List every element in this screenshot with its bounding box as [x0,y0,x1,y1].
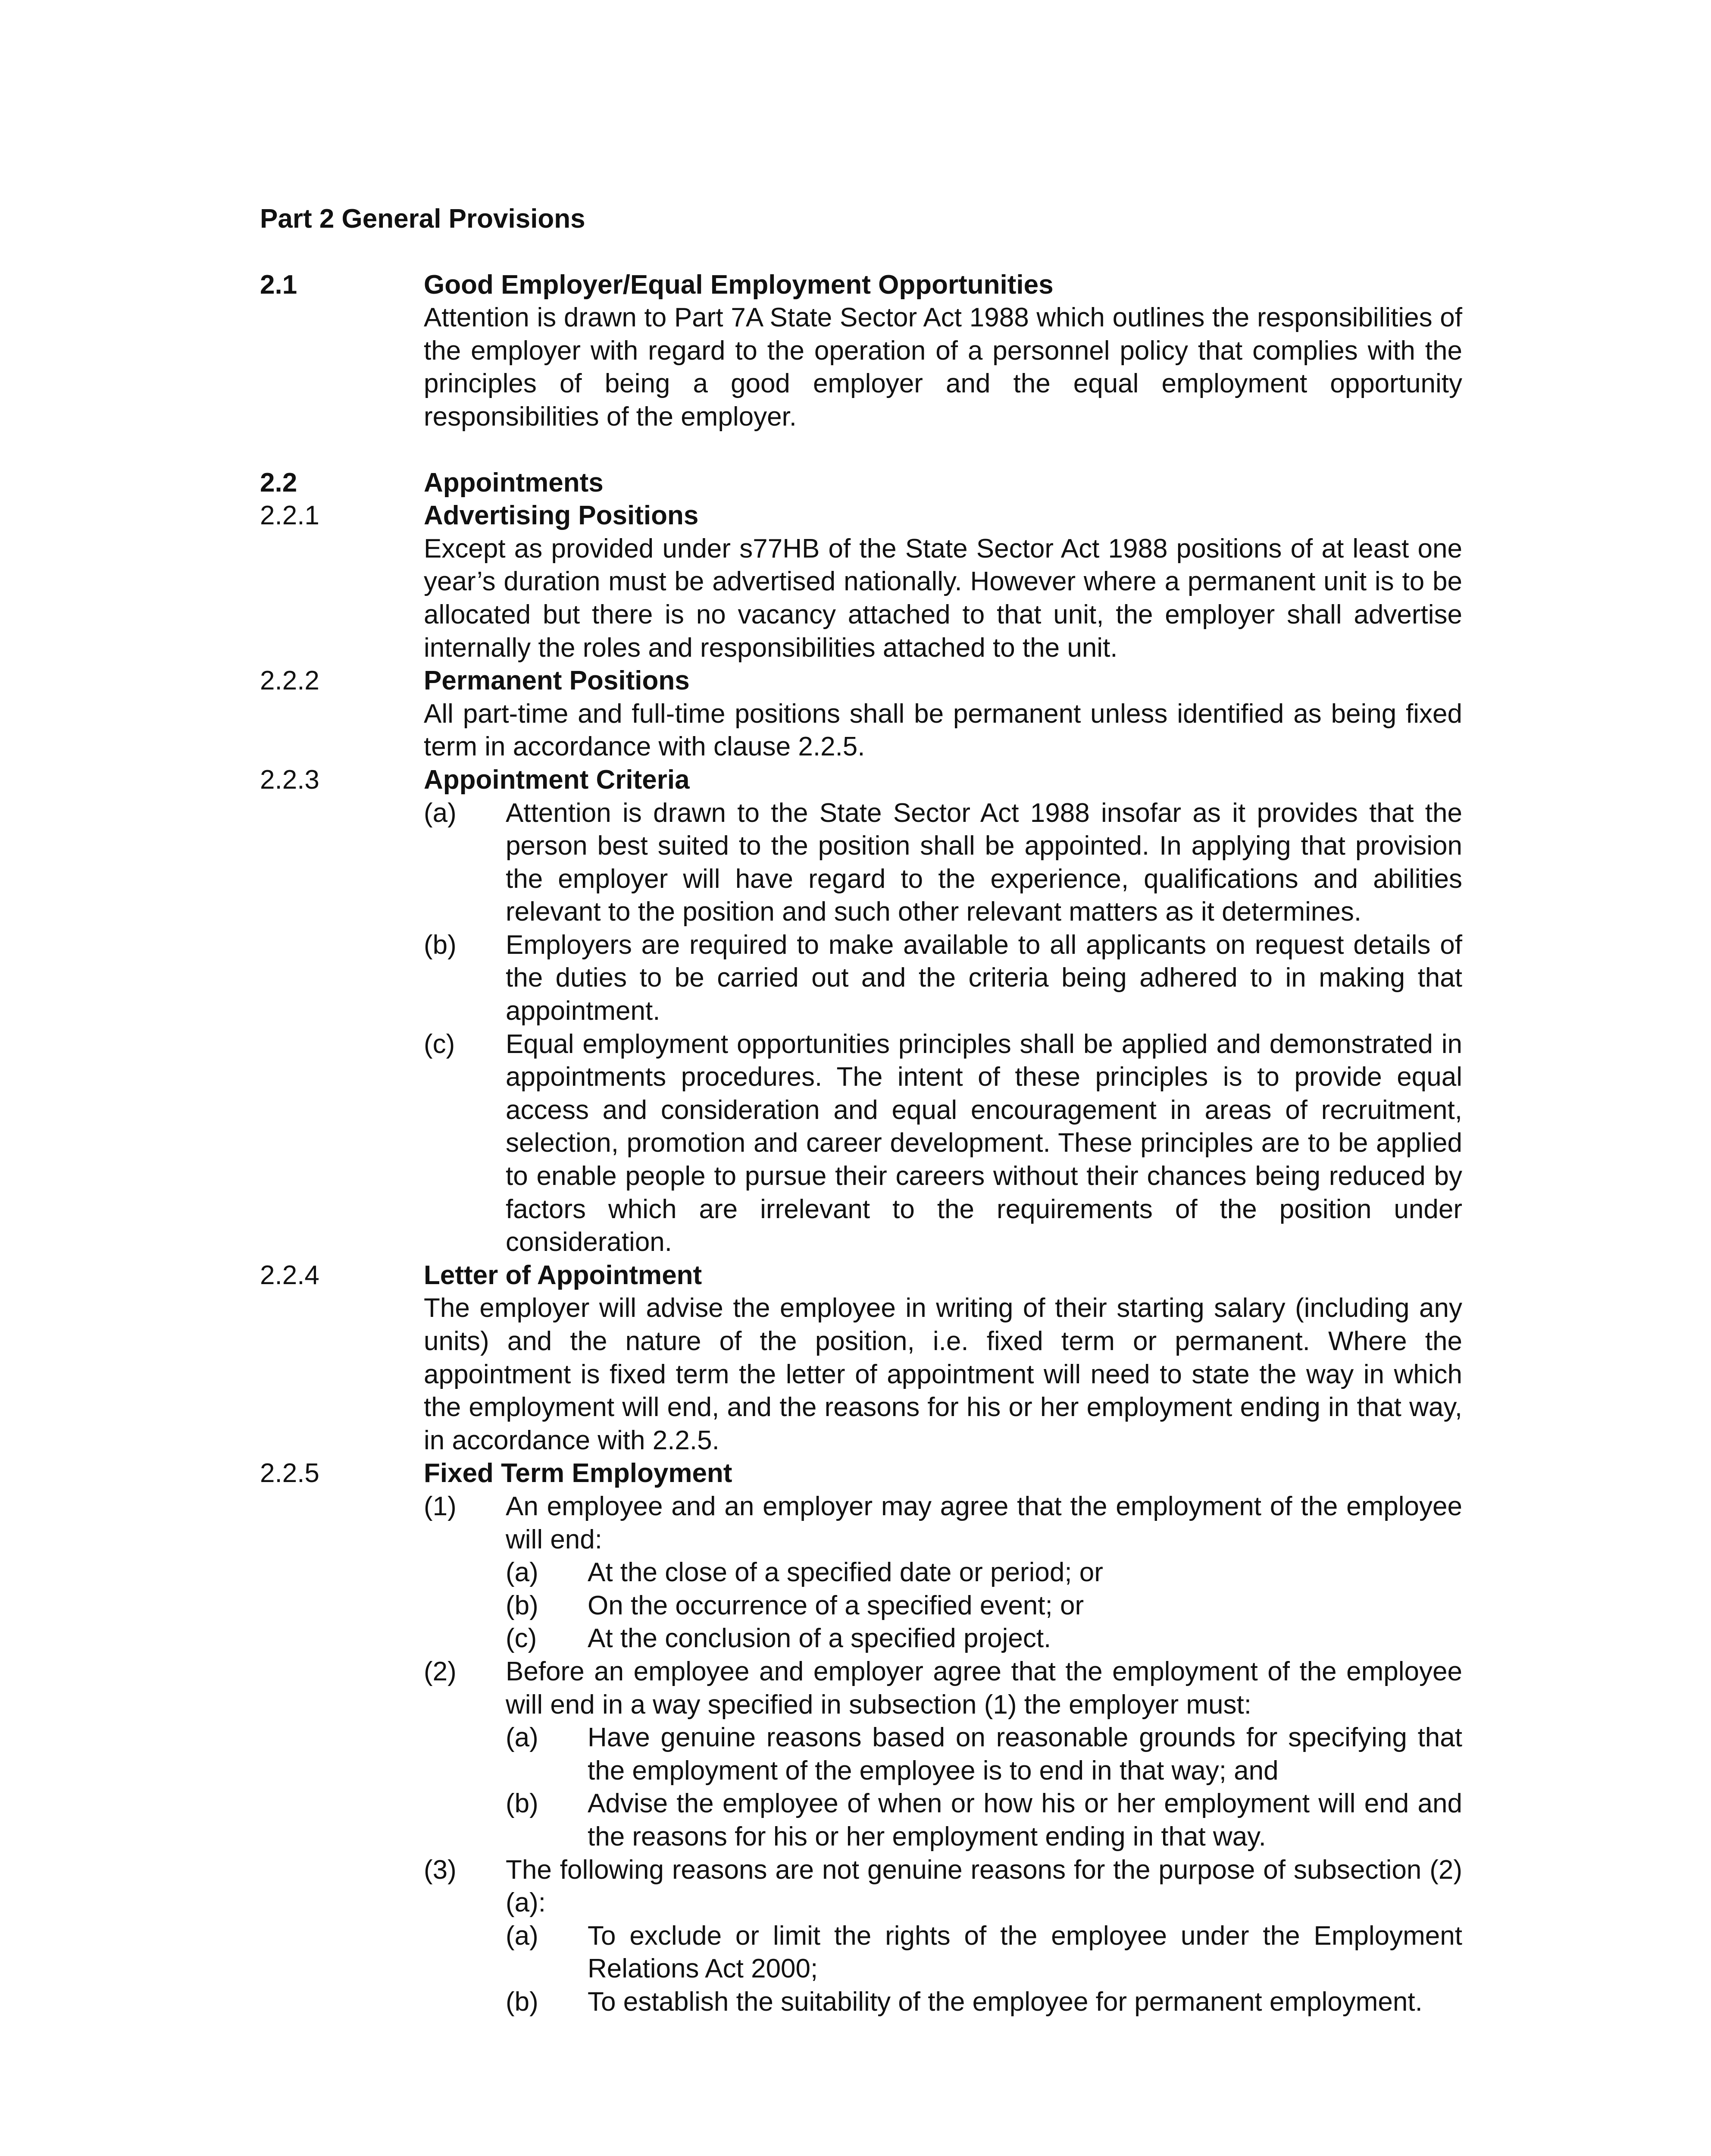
sub-list-item [506,1589,1462,1623]
section-2-2 [260,467,1462,500]
sub-list-item [506,1721,1462,1787]
sub-list-item-text: At the close of a specified date or period; or [588,1557,1103,1588]
list-item-text: The following reasons are not genuine reasons for the purpose of subsection (2)(a): [506,1855,1462,1918]
section-body [424,467,1462,500]
sub-list-item-label: (b) [506,1789,538,1819]
sub-list-item-label: (c) [506,1623,537,1654]
section-number: 2.2.3 [260,765,319,795]
list-item-text: An employee and an employer may agree that the employment of the employee will end: [506,1491,1462,1554]
sub-list-item [506,1920,1462,1986]
section-2-2-4 [260,1259,1462,1457]
section-number: 2.2.2 [260,666,319,696]
section-heading: Appointment Criteria [424,765,690,795]
section-2-2-2 [260,664,1462,764]
part-title: Part 2 General Provisions [260,204,585,234]
section-heading: Good Employer/Equal Employment Opportunities [424,270,1054,300]
section-number: 2.2.1 [260,501,319,531]
list-item [424,1490,1462,1655]
sub-list-item-label: (b) [506,1987,538,2017]
list-item [424,929,1462,1028]
list-item-text: Attention is drawn to the State Sector Act 1988 insofar as it provides that the person best suited to the position shall be appointed. In applying that provision the employer will have regard to the experience, qualifications and abilities relevant to the position and such other relevant matters as it determines. [506,798,1462,927]
list-item-label: (c) [424,1029,455,1059]
section-heading: Advertising Positions [424,501,699,531]
section-number: 2.2.4 [260,1260,319,1290]
sub-list-item-text: To exclude or limit the rights of the employee under the Employment Relations Act 2000; [588,1921,1462,1984]
list-item-label: (b) [424,930,457,960]
section-2-1 [260,269,1462,434]
list-item [424,1854,1462,2019]
section-2-2-3 [260,764,1462,1259]
list-item-body [506,1490,1462,1655]
list-item-body [506,1854,1462,2019]
sub-list-item-text: Have genuine reasons based on reasonable grounds for specifying that the employment of the employee is to end in that way; and [588,1723,1462,1786]
section-paragraph: All part-time and full-time positions shall be permanent unless identified as being fixed term in accordance with clause 2.2.5. [424,699,1462,762]
section-heading: Letter of Appointment [424,1260,702,1290]
sub-list-item-text: Advise the employee of when or how his or her employment will end and the reasons for his or her employment ending in that way. [588,1789,1462,1852]
section-body [424,1259,1462,1457]
section-body [424,764,1462,1259]
sub-list-item-text: On the occurrence of a specified event; or [588,1590,1084,1620]
section-heading: Appointments [424,467,604,498]
list-item-text: Before an employee and employer agree that the employment of the employee will end in a way specified in subsection (1) the employer must: [506,1656,1462,1720]
list-item [424,797,1462,929]
spacer [260,434,1462,467]
sub-list-item [506,1787,1462,1853]
section-body [424,499,1462,664]
sub-list-item-label: (b) [506,1590,538,1620]
section-paragraph: Attention is drawn to Part 7A State Sector Act 1988 which outlines the responsibilities of the employer with regard to the operation of a personnel policy that complies with the principles of being a good employer and the equal employment opportunity responsibilities of the employer. [424,303,1462,432]
sub-list-item-text: To establish the suitability of the employee for permanent employment. [588,1987,1423,2017]
sub-list-item [506,1622,1462,1655]
list-item-label: (a) [424,798,457,828]
section-number: 2.1 [260,270,297,300]
sub-list-item [506,1986,1462,2019]
section-number: 2.2 [260,467,297,498]
list-item [424,1028,1462,1259]
list-item-text: Equal employment opportunities principles shall be applied and demonstrated in appointments procedures. The intent of these principles is to provide equal access and consideration and equal encouragement in areas of recruitment, selection, promotion and career development. These principles are to be applied to enable people to pursue their careers without their chances being reduced by factors which are irrelevant to the requirements of the position under consideration. [506,1029,1462,1257]
section-2-2-1 [260,499,1462,664]
sub-list-item [506,1556,1462,1589]
list-item-label: (3) [424,1855,457,1885]
section-body [424,269,1462,434]
section-number: 2.2.5 [260,1458,319,1489]
sub-list-item-text: At the conclusion of a specified project. [588,1623,1051,1654]
section-paragraph: Except as provided under s77HB of the State Sector Act 1988 positions of at least one year’s duration must be advertised nationally. However where a permanent unit is to be allocated but there is no vacancy attached to that unit, the employer shall advertise internally the roles and responsibilities attached to the unit. [424,533,1462,663]
section-body [424,1457,1462,2018]
list-item-label: (2) [424,1656,457,1686]
section-body [424,664,1462,764]
list-item [424,1655,1462,1854]
section-paragraph: The employer will advise the employee in writing of their starting salary (including any units) and the nature of the position, i.e. fixed term or permanent. Where the appointment is fixed term the letter of appointment will need to state the way in which the employment will end, and the reasons for his or her employment ending in that way, in accordance with 2.2.5. [424,1293,1462,1455]
list-item-text: Employers are required to make available to all applicants on request details of the duties to be carried out and the criteria being adhered to in making that appointment. [506,930,1462,1026]
sub-list-item-label: (a) [506,1723,538,1753]
document-content [260,203,1462,2018]
section-heading: Permanent Positions [424,666,690,696]
section-heading: Fixed Term Employment [424,1458,732,1489]
sub-list-item-label: (a) [506,1921,538,1951]
list-item-label: (1) [424,1491,457,1521]
list-item-body [506,1655,1462,1854]
sub-list-item-label: (a) [506,1557,538,1588]
section-2-2-5 [260,1457,1462,2018]
